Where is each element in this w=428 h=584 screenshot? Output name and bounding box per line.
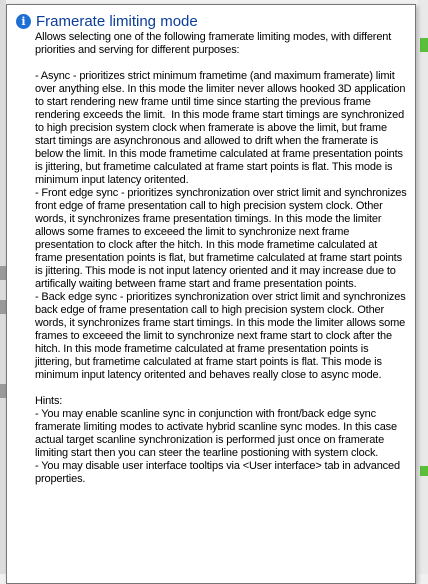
tooltip-popup <box>6 4 416 584</box>
tooltip-body: Allows selecting one of the following framerate limiting modes, with different priorities and serving for different purposes: - Async - prioritizes strict minimum frametime (and maximum framerate) limit over anything else. In this mode the limiter never allows hooked 3D application to start rendering new frame until time since starting the previous frame rendering exceeds the limit. In this mode frame start timings are synchronized to high precision system clock when framerate is above the limit, but frame start timings are asynchronous and allowed to drift when the framerate is below the limit. In this mode frametime calculated at frame presentation points is jittering, but frametime calculated at frame start points is flat. This mode is minimum input latency oritented. - Front edge sync - prioritizes synchronization over strict limit and synchronizes front edge of frame presentation call to high precision system clock. Other words, it synchronizes frame presentation timings. In this mode the limiter allows some frames to exceeed the limit to synchronize next frame presentation to clock after the hitch. In this mode frametime calculated at frame presentation points is flat, but frametime calculated at frame start points is jittering. This mode is not input latency oriented and it may increase due to artifically waiting between frame start and frame presentation points. - Back edge sync - prioritizes synchronization over strict limit and synchronizes back edge of frame presentation call to high precision system clock. Other words, it synchronizes frame start timings. In this mode the limiter allows some frames to exceeed the limit to synchronize next frame start to clock after the hitch. In this mode frametime calculated at frame presentation points is jittering, but frametime calculated at frame start points is flat. This mode is minimum input latency oritented and behaves really close to async mode. Hints: - You may enable scanline sync in conjunction with front/back edge sync framerate limiting modes to activate hybrid scanline sync modes. In this case actual target scanline synchronization is performed just once on framerate limiting start then you can steer the tearline postioning with system clock. - You may disable user interface tooltips via <User interface> tab in advanced properties. <box>35 31 407 485</box>
background-graph-trace <box>420 38 428 52</box>
tooltip-header <box>16 11 407 31</box>
info-icon: i <box>16 14 31 29</box>
background-window-right-edge <box>418 0 428 574</box>
tooltip-title: Framerate limiting mode <box>36 12 198 30</box>
background-graph-trace <box>420 466 428 476</box>
